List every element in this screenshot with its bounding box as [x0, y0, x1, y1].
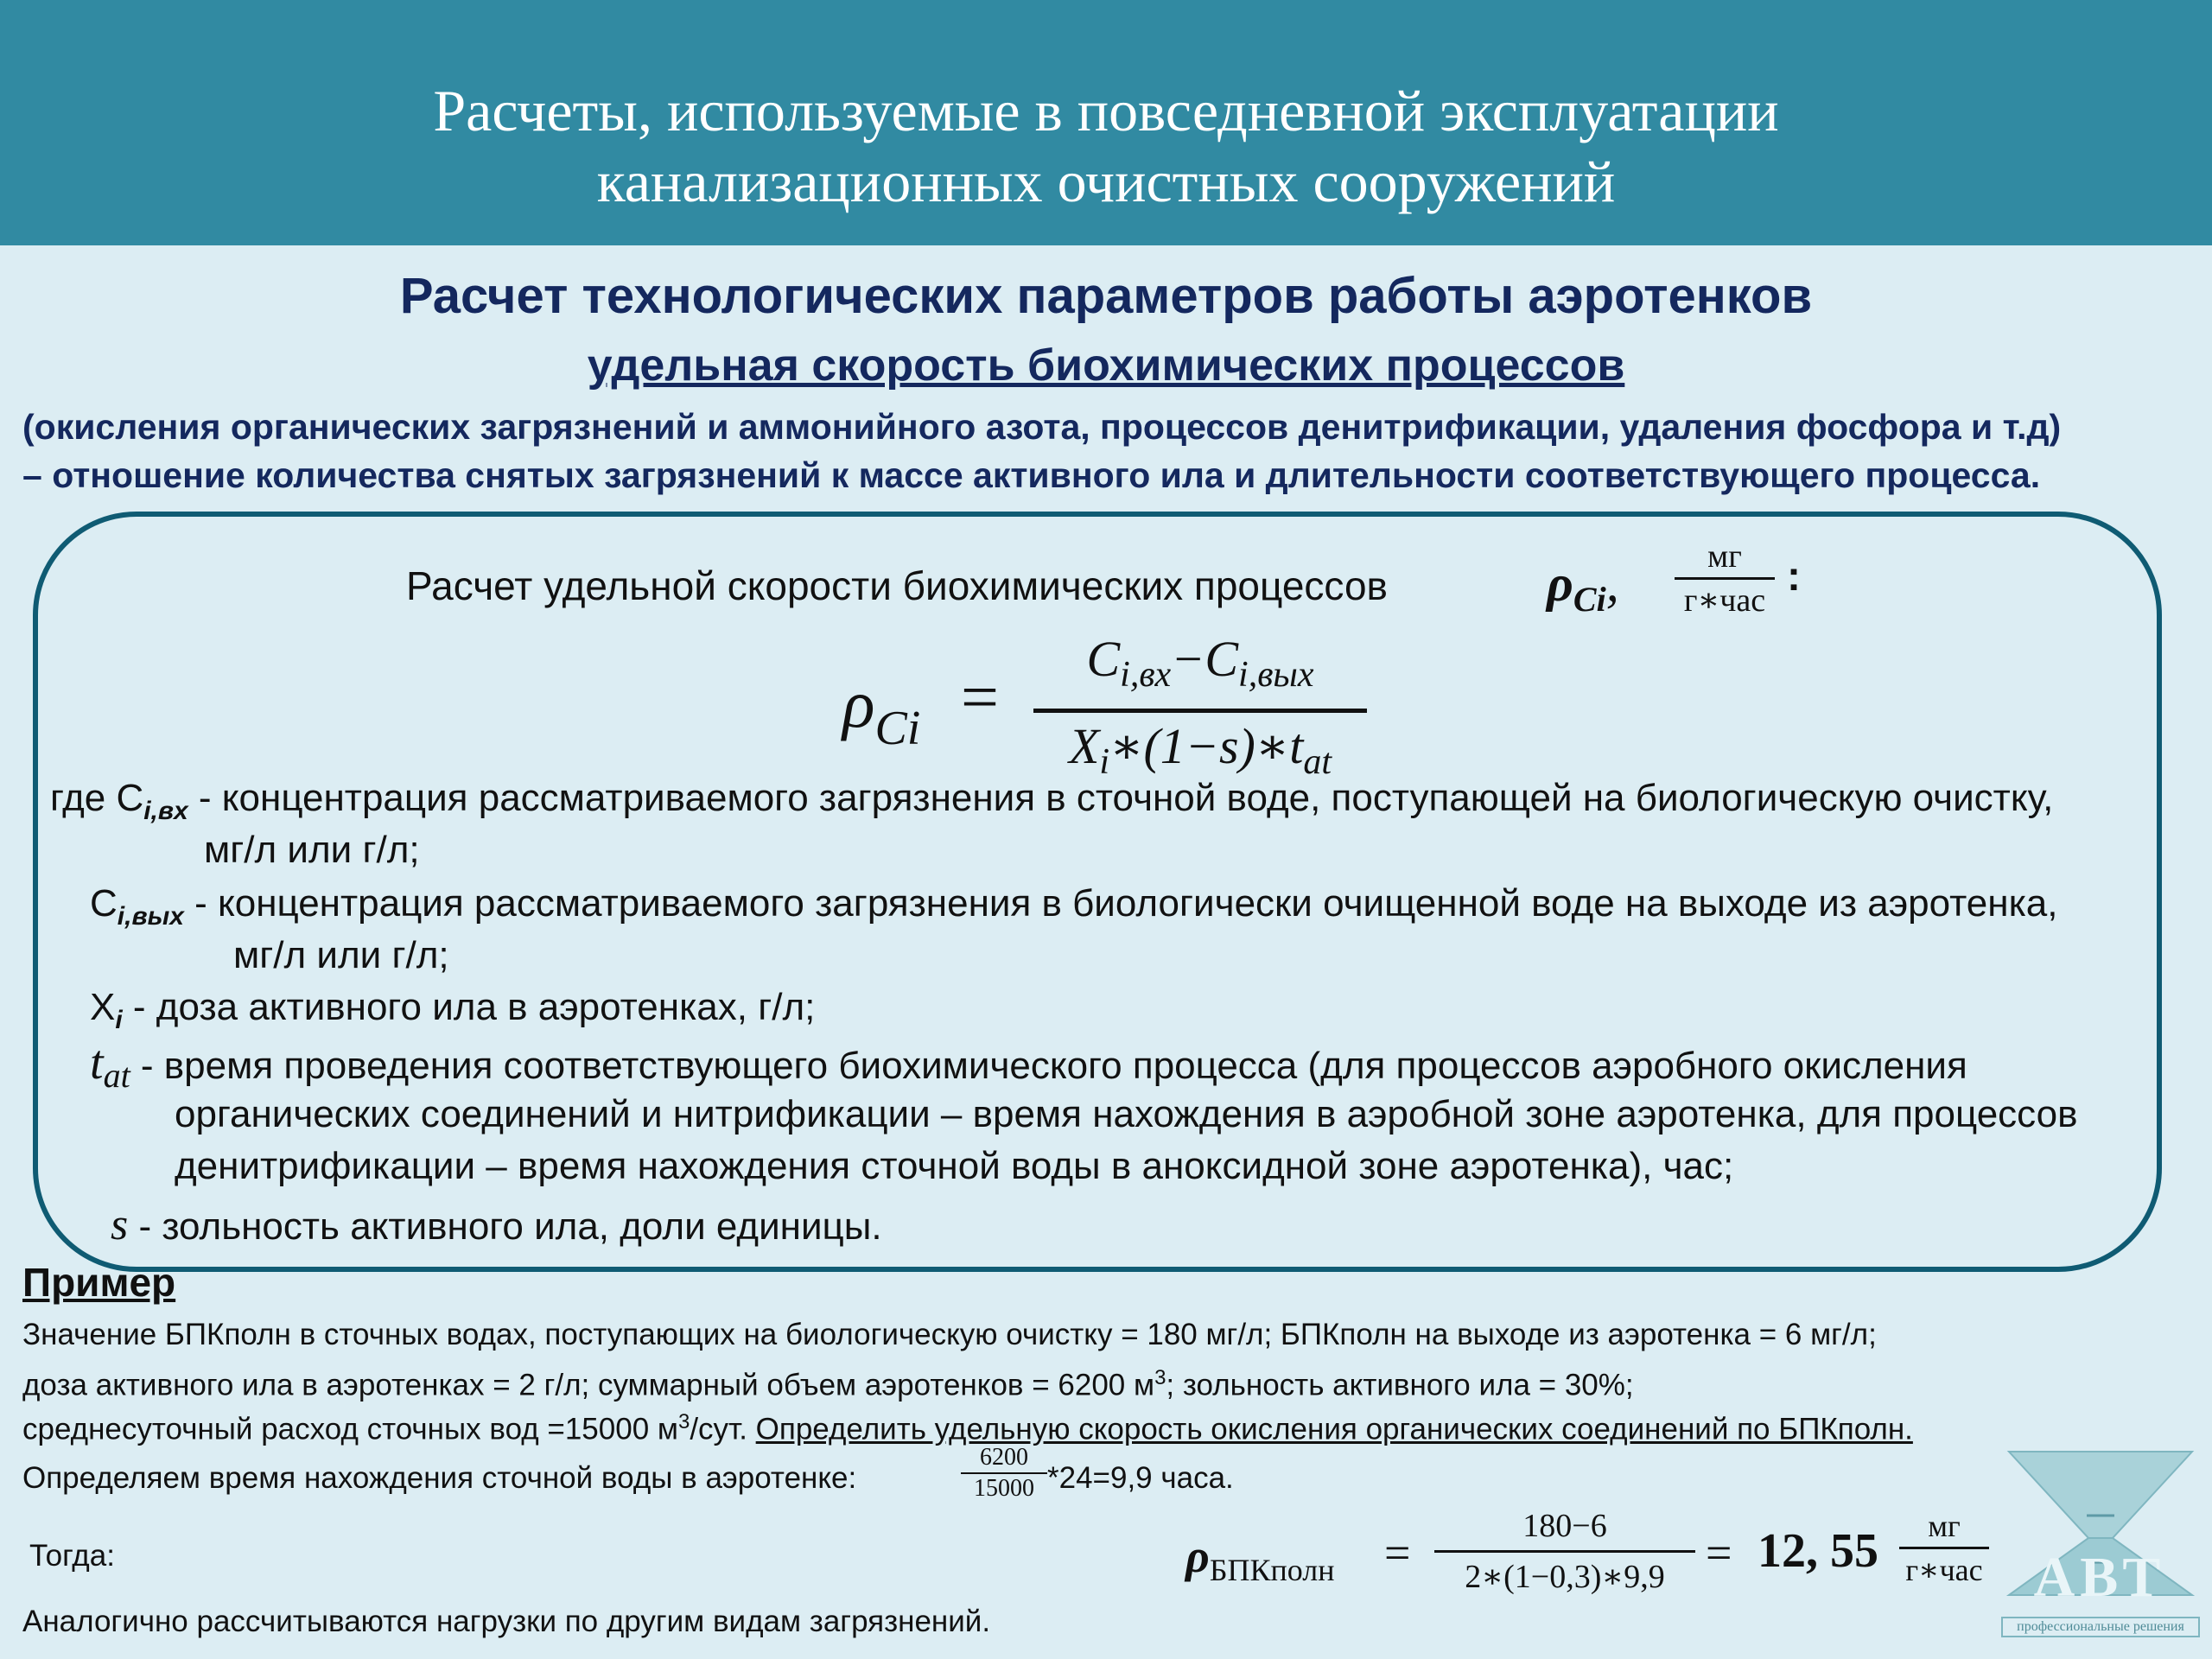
- example-task: Определить удельную скорость окисления органических соединений по БПКполн.: [755, 1412, 1913, 1446]
- example-line-4-text: Определяем время нахождения сточной воды в аэротенке:: [22, 1461, 857, 1495]
- definition-c-in: где $C_{i,вх}$ - концентрация рассматриваемого загрязнения в сточной воде, поступающей на биологическую очистку,: [50, 777, 2054, 825]
- caption-colon: :: [1787, 554, 1801, 600]
- example-line-4-result: *24=9,9 часа.: [1047, 1461, 1234, 1495]
- result-equals-1: =: [1384, 1527, 1411, 1579]
- page-title-line-1: Расчеты, используемые в повседневной эксплуатации: [433, 78, 1779, 143]
- result-lhs: ρБПКполн: [1185, 1530, 1335, 1587]
- rho-symbol: $\rho_{Ci}$,: [1547, 555, 1619, 619]
- result-fraction: 180−6 2∗(1−0,3)∗9,9: [1434, 1505, 1695, 1598]
- result-equals-2: =: [1706, 1527, 1732, 1579]
- logo-letters: АВТ: [2033, 1546, 2166, 1609]
- rho-unit-fraction: мг г∗час: [1675, 536, 1775, 621]
- avt-logo: [2000, 1448, 2201, 1640]
- definition-x: $X_i$ - доза активного ила в аэротенках, г/л;: [90, 986, 816, 1034]
- result-unit-fraction: мг г∗час: [1899, 1507, 1989, 1589]
- definition-t-cont-1: органических соединений и нитрификации – время нахождения в аэробной зоне аэротенка, для процессов: [175, 1093, 2078, 1135]
- result-value: 12, 55: [1758, 1524, 1878, 1578]
- title-banner: [0, 0, 2212, 245]
- equation-lhs: $\rho_{Ci}$: [842, 666, 921, 755]
- logo-tagline: профессиональные решения: [2017, 1619, 2184, 1634]
- example-line-3: среднесуточный расход сточных вод =15000 $м^3$/сут. Определить удельную скорость окисления органических соединений по БПКполн.: [22, 1410, 1913, 1446]
- example-line-1: Значение БПКполн в сточных водах, поступающих на биологическую очистку = 180 мг/л; БПКполн на выходе из аэротенка = 6 мг/л;: [22, 1318, 1877, 1351]
- example-title: Пример: [22, 1260, 176, 1305]
- time-fraction: 6200 15000: [961, 1443, 1047, 1503]
- definition-c-out: $C_{i,вых}$ - концентрация рассматриваемого загрязнения в биологически очищенной воде на выходе из аэротенка,: [90, 882, 2058, 931]
- example-line-2: доза активного ила в аэротенках = 2 г/л; суммарный объем аэротенков = 6200 $м^3$; зольность активного ила = 30%;: [22, 1366, 1634, 1402]
- formula-caption: Расчет удельной скорости биохимических процессов: [406, 563, 1388, 608]
- equation-fraction: $C_{i,вх}-C_{i,вых}$ $X_i∗(1-s)∗t_{at}$: [1033, 627, 1367, 794]
- page-title-line-2: канализационных очистных сооружений: [596, 149, 1616, 214]
- equation-equals: =: [961, 659, 999, 734]
- definition-c-out-units: мг/л или г/л;: [233, 934, 449, 976]
- definition-t-cont-2: денитрификации – время нахождения сточной воды в аноксидной зоне аэротенка), час;: [175, 1145, 1734, 1187]
- definition-c-in-units: мг/л или г/л;: [204, 829, 420, 871]
- section-subheading: удельная скорость биохимических процессов: [587, 340, 1625, 391]
- then-label: Тогда:: [29, 1539, 115, 1573]
- section-heading: Расчет технологических параметров работы аэротенков: [399, 268, 1813, 324]
- intro-line-2: – отношение количества снятых загрязнений к массе активного ила и длительности соответствующего процесса.: [22, 455, 2041, 495]
- definition-s: s - зольность активного ила, доли единицы.: [111, 1200, 882, 1249]
- intro-line-1: (окисления органических загрязнений и аммонийного азота, процессов денитрификации, удаления фосфора и т.д): [22, 407, 2062, 447]
- definition-t: $t_{at}$ - время проведения соответствующего биохимического процесса (для процессов аэробного окисления: [90, 1036, 1967, 1095]
- example-footer: Аналогично рассчитываются нагрузки по другим видам загрязнений.: [22, 1605, 991, 1638]
